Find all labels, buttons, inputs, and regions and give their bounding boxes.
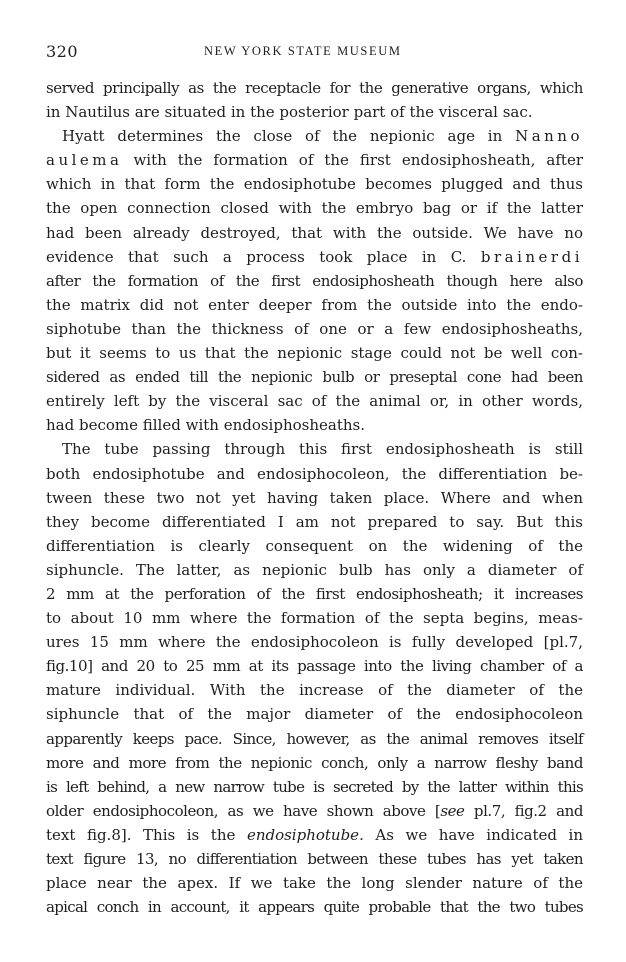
running-head: NEW YORK STATE MUSEUM xyxy=(204,44,402,58)
text-line: text fig.8]. This is the endosiphotube. As we have indicated in xyxy=(46,825,583,844)
text-line: evidence that such a process took place in C. brainerdi xyxy=(46,247,583,266)
text-line: aulema with the formation of the first endosiphosheath, after xyxy=(46,151,583,170)
text-line: mature individual. With the increase of the diameter of the xyxy=(46,681,583,700)
text-line: had been already destroyed, that with the outside. We have no xyxy=(46,223,583,242)
text-line: apical conch in account, it appears quite probable that the two tubes xyxy=(46,898,583,917)
text-line: entirely left by the visceral sac of the animal or, in other words, xyxy=(46,392,583,411)
text-line: differentiation is clearly consequent on the widening of the xyxy=(46,536,583,555)
text-line: in Nautilus are situated in the posterior part of the visceral sac. xyxy=(46,103,533,122)
genus-name: aulema xyxy=(46,151,123,170)
text-line: siphuncle. The latter, as nepionic bulb has only a diameter of xyxy=(46,560,583,579)
text-line: siphuncle that of the major diameter of the endosiphocoleon xyxy=(46,705,583,724)
italic-term: see xyxy=(440,801,465,820)
text-line: The tube passing through this first endosiphosheath is still xyxy=(62,440,583,459)
text-line: older endosiphocoleon, as we have shown above [see pl.7, fig.2 and xyxy=(46,801,583,820)
text-line: ures 15 mm where the endosiphocoleon is fully developed [pl.7, xyxy=(46,633,583,652)
text-line: which in that form the endosiphotube becomes plugged and thus xyxy=(46,175,583,194)
text-line: the matrix did not enter deeper from the outside into the endo- xyxy=(46,295,583,314)
text-line: apparently keeps pace. Since, however, as the animal removes itself xyxy=(46,729,583,748)
text-line: served principally as the receptacle for the generative organs, which xyxy=(46,79,583,97)
text-line: to about 10 mm where the formation of the septa begins, meas- xyxy=(46,609,583,628)
text-line: tween these two not yet having taken place. Where and when xyxy=(46,488,583,507)
text-line: text figure 13, no differentiation between these tubes has yet taken xyxy=(46,850,583,868)
genus-name: Nanno xyxy=(515,127,583,146)
page-header xyxy=(46,42,586,64)
text-line: but it seems to us that the nepionic stage could not be well con- xyxy=(46,344,583,363)
text-line: 2 mm at the perforation of the first endosiphosheath; it increases xyxy=(46,584,583,603)
text-line: more and more from the nepionic conch, only a narrow fleshy band xyxy=(46,753,583,772)
text-line: Hyatt determines the close of the nepionic age in Nanno xyxy=(62,127,583,146)
text-line: sidered as ended till the nepionic bulb or preseptal cone had been xyxy=(46,368,583,387)
text-line: after the formation of the first endosiphosheath though here also xyxy=(46,271,583,290)
text-line: the open connection closed with the embryo bag or if the latter xyxy=(46,199,583,218)
text-line: both endosiphotube and endosiphocoleon, the differentiation be- xyxy=(46,464,583,483)
text-line: place near the apex. If we take the long slender nature of the xyxy=(46,874,583,893)
text-line: is left behind, a new narrow tube is secreted by the latter within this xyxy=(46,777,583,796)
body-text xyxy=(46,76,583,919)
species-name: brainerdi xyxy=(480,247,583,266)
text-line: fig.10] and 20 to 25 mm at its passage into the living chamber of a xyxy=(46,657,583,676)
italic-term: endosiphotube. xyxy=(246,825,364,844)
text-line: had become filled with endosiphosheaths. xyxy=(46,416,365,435)
text-line: siphotube than the thickness of one or a few endosiphosheaths, xyxy=(46,319,583,338)
text-line: they become differentiated I am not prepared to say. But this xyxy=(46,512,583,531)
page-number: 320 xyxy=(46,42,79,61)
